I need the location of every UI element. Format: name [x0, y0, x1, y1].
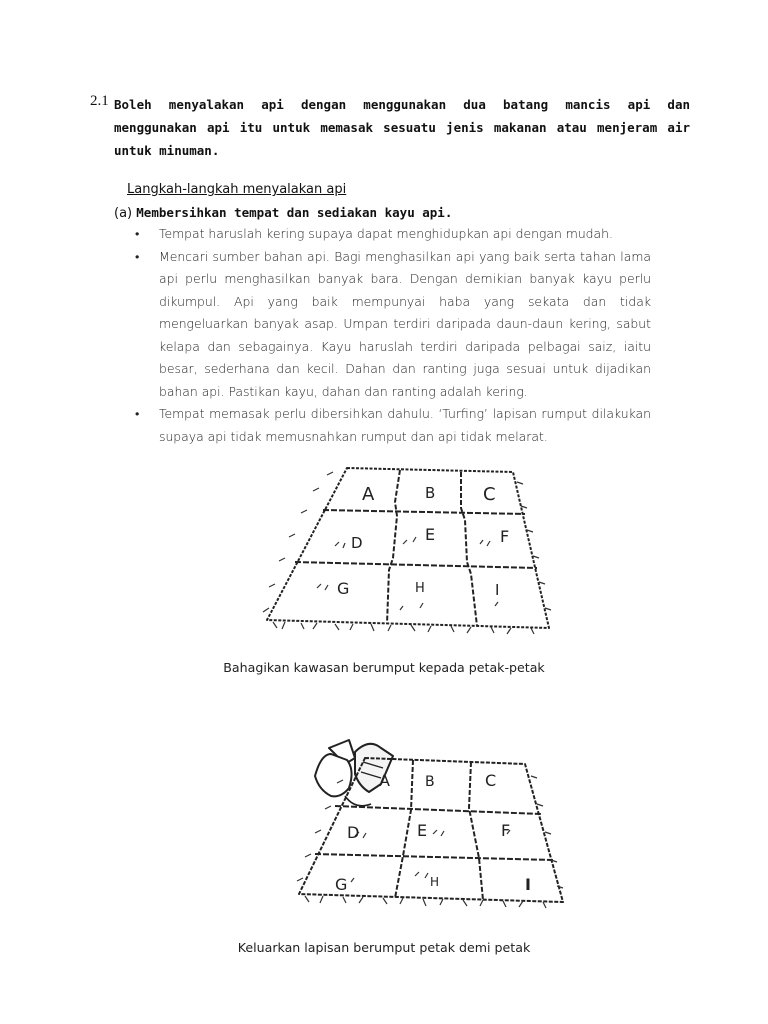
plot-label-c: C — [485, 771, 497, 790]
list-item-text: Tempat haruslah kering supaya dapat menghidupkan api dengan mudah. — [159, 226, 613, 241]
plot-label-d: D — [347, 823, 360, 842]
section-title: Boleh menyalakan api dengan menggunakan dua batang mancis api dan menggunakan api itu untuk memasak sesuatu jenis makanan atau menjeram air untuk minuman. — [114, 97, 690, 158]
subsection-title: Membersihkan tempat dan sediakan kayu api. — [136, 205, 453, 220]
plot-label-a: A — [362, 484, 375, 505]
plot-label-a: A — [379, 771, 390, 790]
list-item — [135, 223, 651, 246]
figure2-caption: Keluarkan lapisan berumput petak demi petak — [237, 940, 531, 955]
plot-label-b: B — [425, 774, 435, 790]
list-item-text: Mencari sumber bahan api. Bagi menghasilkan api yang baik serta tahan lama api perlu menghasilkan banyak bara. Dengan demikian banyak kayu perlu dikumpul. Api yang baik mempunyai haba yang sekata dan tidak mengeluarkan banyak asap. Umpan terdiri daripada daun-daun kering, sabut kelapa dan sebagainya. Kayu haruslah terdiri daripada pelbagai saiz, iaitu besar, sederhana dan kecil. Dahan dan ranting juga sesuai untuk dijadikan bahan api. Pastikan kayu, dahan dan ranting adalah kering. — [159, 248, 651, 399]
steps-heading: Langkah-langkah menyalakan api — [127, 182, 347, 197]
grid-illustration-1 — [255, 458, 565, 648]
plot-label-e: E — [417, 821, 428, 840]
section-number: 2.1 — [90, 93, 109, 109]
bullet-list — [135, 223, 651, 448]
plot-label-h: H — [430, 875, 440, 889]
grass-plot-grid-illustration — [255, 458, 565, 648]
section-2-1 — [90, 93, 690, 162]
plot-label-c: C — [483, 484, 496, 505]
plot-label-f: F — [500, 527, 510, 546]
list-item — [135, 403, 651, 448]
plot-label-g: G — [337, 579, 350, 598]
plot-label-d: D — [351, 534, 363, 552]
list-item — [135, 246, 651, 404]
plot-label-g: G — [335, 875, 348, 894]
bullet-icon: • — [135, 226, 140, 241]
plot-label-e: E — [425, 525, 436, 544]
plot-label-i: I — [525, 875, 531, 894]
bullet-icon: • — [135, 406, 140, 421]
subsection-heading — [114, 205, 452, 221]
plot-label-h: H — [415, 581, 425, 596]
plot-label-b: B — [425, 484, 436, 502]
grid-illustration-2 — [285, 718, 575, 920]
subsection-marker: (a) — [114, 206, 133, 221]
plot-label-i: I — [495, 581, 500, 599]
bullet-icon: • — [135, 248, 140, 264]
turf-removal-illustration — [285, 718, 575, 920]
list-item-text: Tempat memasak perlu dibersihkan dahulu. ‘Turfing’ lapisan rumput dilakukan supaya api tidak memusnahkan rumput dan api tidak melarat. — [159, 406, 651, 444]
plot-label-f: F — [501, 821, 511, 840]
figure1-caption: Bahagikan kawasan berumput kepada petak-petak — [223, 660, 545, 675]
